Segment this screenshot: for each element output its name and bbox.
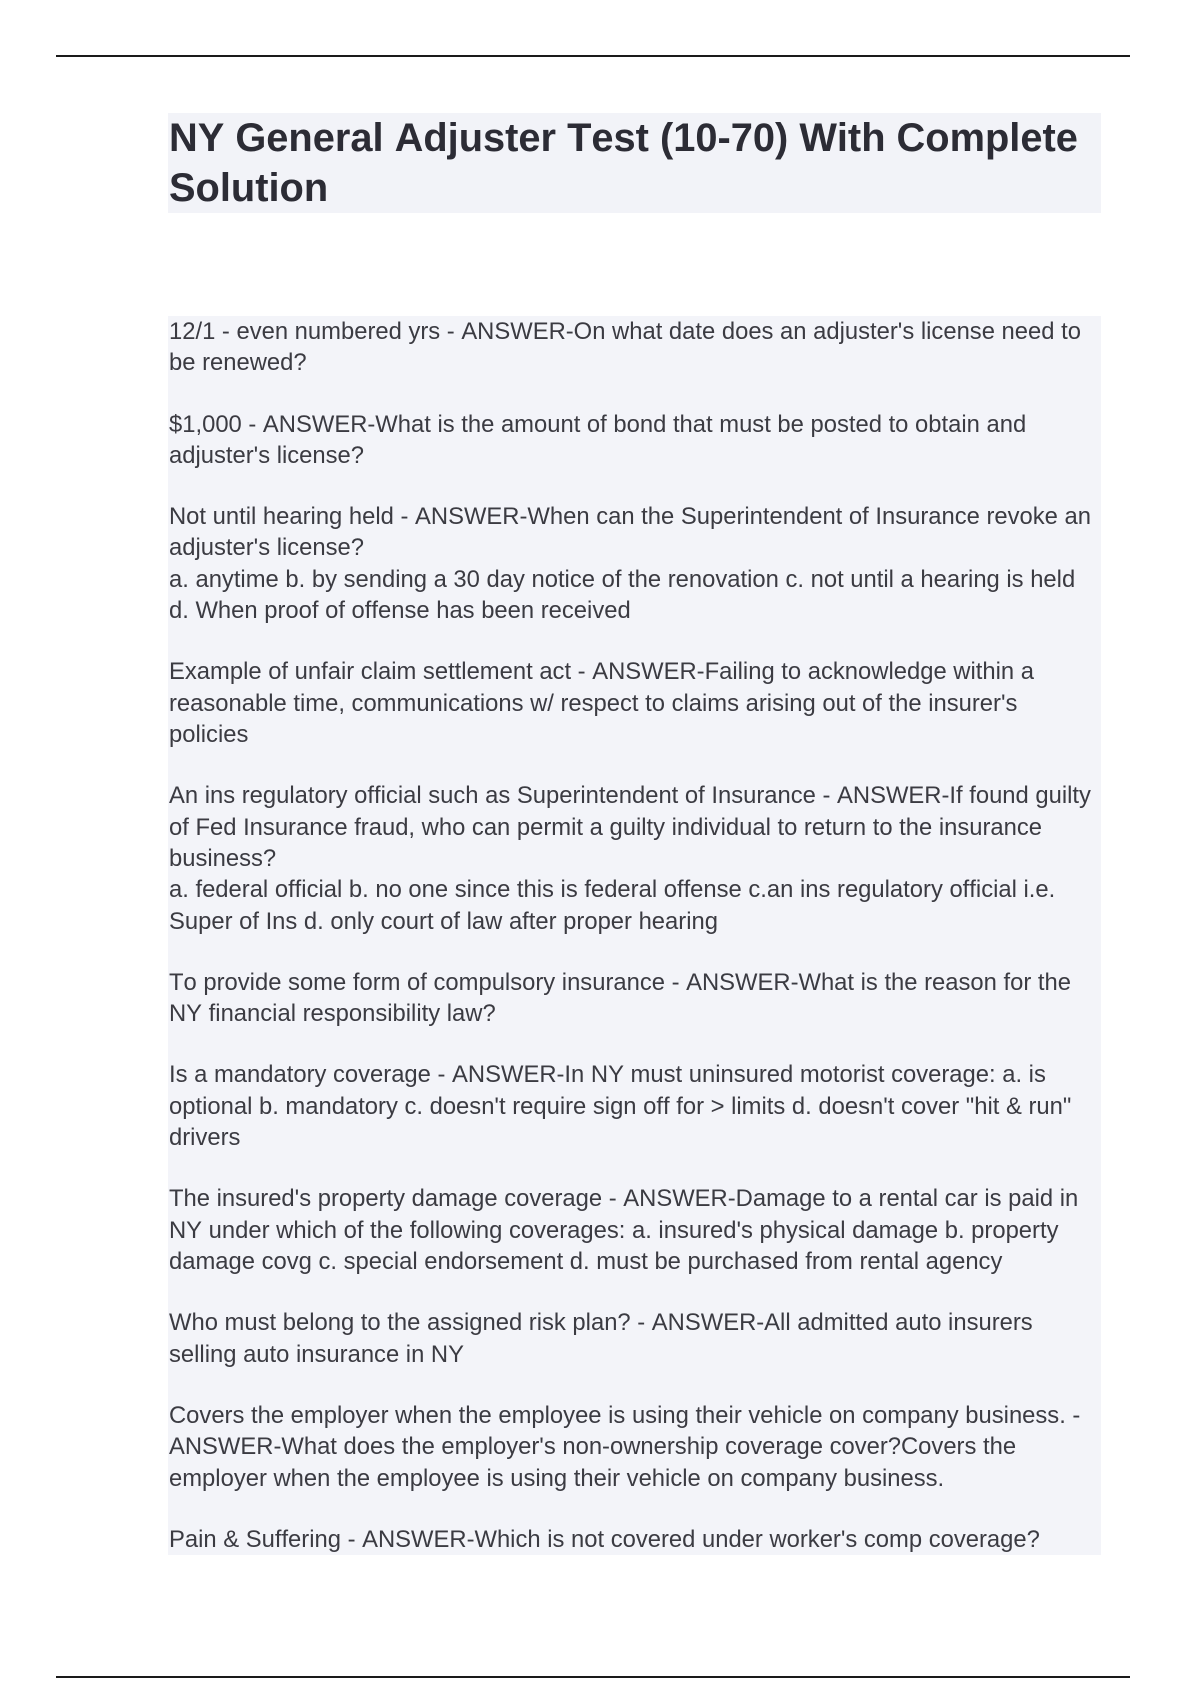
qa-entry-text: The insured's property damage coverage - ANSWER-Damage to a rental car is paid in NY under which of the following coverages: a. insured's physical damage b. property damage covg c. special endorsement d. must be purchased from rental agency: [169, 1185, 1079, 1276]
qa-content: [168, 316, 1101, 1555]
qa-entry-text: To provide some form of compulsory insurance - ANSWER-What is the reason for the NY financial responsibility law?: [169, 968, 1071, 1028]
qa-entry: [168, 1183, 1099, 1277]
footer-rule: [56, 1676, 1130, 1678]
qa-entry-text: 12/1 - even numbered yrs - ANSWER-On what date does an adjuster's license need to be renewed?: [169, 318, 1081, 377]
qa-entry: [168, 1524, 1099, 1555]
qa-entry-text: Pain & Suffering - ANSWER-Which is not covered under worker's comp coverage?: [169, 1525, 1040, 1553]
qa-entry: [168, 967, 1099, 1030]
qa-entry-text: Not until hearing held - ANSWER-When can the Superintendent of Insurance revoke an adjuster's license?: [169, 503, 1091, 562]
qa-entry-text: Example of unfair claim settlement act - ANSWER-Failing to acknowledge within a reasonable time, communications w/ respect to claims arising out of the insurer's policies: [169, 658, 1034, 749]
qa-entry: [168, 1307, 1099, 1370]
qa-entry-options: a. anytime b. by sending a 30 day notice of the renovation c. not until a hearing is held d. When proof of offense has been received: [169, 565, 1076, 625]
qa-entry: [168, 780, 1099, 937]
qa-entry-text: Who must belong to the assigned risk plan? - ANSWER-All admitted auto insurers selling auto insurance in NY: [169, 1309, 1033, 1368]
qa-entry-options: a. federal official b. no one since this is federal offense c.an ins regulatory official i.e. Super of Ins d. only court of law after proper hearing: [169, 876, 1056, 935]
title-banner: [168, 113, 1101, 213]
qa-entry-text: $1,000 - ANSWER-What is the amount of bond that must be posted to obtain and adjuster's license?: [169, 410, 1027, 469]
header-rule: [56, 55, 1130, 57]
qa-entry-text: Covers the employer when the employee is using their vehicle on company business. - ANSWER-What does the employer's non-ownership coverage cover?Covers the employer when the employee is using their vehicle on company business.: [169, 1401, 1081, 1492]
qa-entry: [168, 409, 1099, 472]
qa-entry-text: An ins regulatory official such as Superintendent of Insurance - ANSWER-If found guilty of Fed Insurance fraud, who can permit a guilty individual to return to the insurance business?: [169, 782, 1091, 873]
document-title: NY General Adjuster Test (10-70) With Complete Solution: [169, 116, 1078, 210]
qa-entry: [168, 656, 1099, 750]
qa-entry: [168, 1059, 1099, 1153]
qa-entry: [168, 501, 1099, 627]
qa-entry-text: Is a mandatory coverage - ANSWER-In NY must uninsured motorist coverage: a. is optional b. mandatory c. doesn't require sign off for > limits d. doesn't cover "hit & run" drivers: [169, 1061, 1072, 1152]
qa-entry: [168, 316, 1099, 379]
qa-entry: [168, 1400, 1099, 1494]
